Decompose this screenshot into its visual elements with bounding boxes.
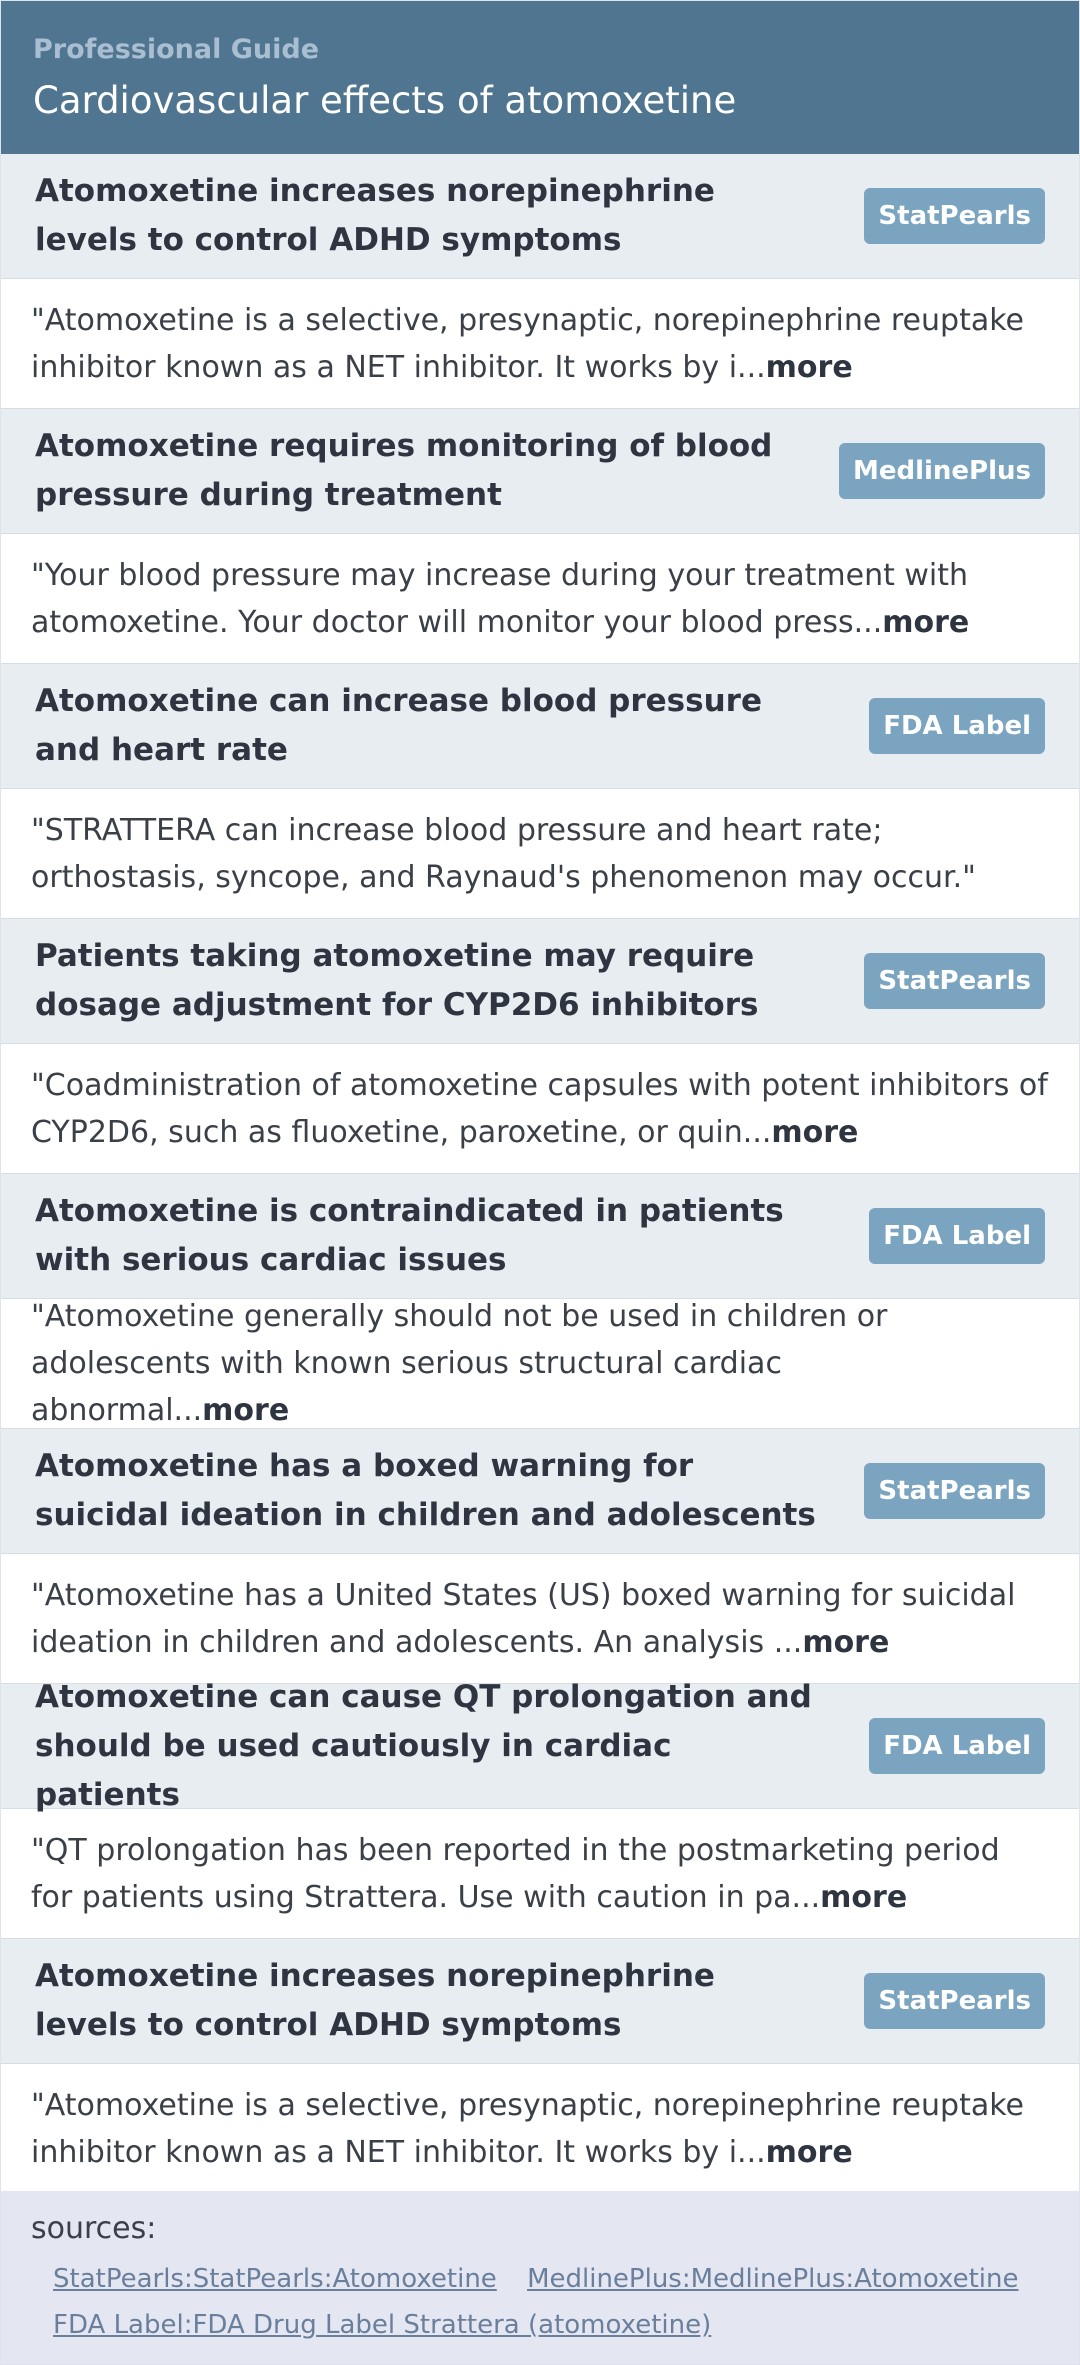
quote-row [1, 2064, 1079, 2194]
more-link[interactable]: more [882, 604, 970, 640]
source-link[interactable]: StatPearls:StatPearls:Atomoxetine [53, 2264, 497, 2294]
claim-row [1, 409, 1079, 534]
quote-excerpt: "Atomoxetine generally should not be used in children or adolescents with known serious structural cardiac abnormal... [31, 1299, 888, 1428]
source-badge[interactable]: StatPearls [864, 1973, 1045, 2029]
claim-text: Atomoxetine increases norepinephrine levels to control ADHD symptoms [35, 173, 715, 258]
source-badge[interactable]: StatPearls [864, 953, 1045, 1009]
quote-text [31, 1293, 1049, 1434]
source-link[interactable]: FDA Label:FDA Drug Label Strattera (atomoxetine) [53, 2310, 712, 2340]
more-link[interactable]: more [765, 2134, 853, 2170]
quote-text [31, 2082, 1049, 2176]
quote-row [1, 1299, 1079, 1429]
claim-text: Patients taking atomoxetine may require dosage adjustment for CYP2D6 inhibitors [35, 938, 759, 1023]
claim-row [1, 1429, 1079, 1554]
quote-text [31, 552, 1049, 646]
source-badge[interactable]: MedlinePlus [839, 443, 1045, 499]
source-link[interactable]: MedlinePlus:MedlinePlus:Atomoxetine [527, 2264, 1019, 2294]
sources-footer [1, 2191, 1079, 2364]
more-link[interactable]: more [820, 1879, 908, 1915]
more-link[interactable]: more [771, 1114, 859, 1150]
quote-text [31, 1062, 1049, 1156]
claim-row [1, 154, 1079, 279]
quote-text [31, 807, 1049, 901]
source-badge[interactable]: FDA Label [869, 1208, 1045, 1264]
quote-row [1, 279, 1079, 409]
quote-excerpt: "Your blood pressure may increase during your treatment with atomoxetine. Your doctor will monitor your blood press... [31, 557, 969, 640]
source-badge[interactable]: StatPearls [864, 1463, 1045, 1519]
claim-text: Atomoxetine can cause QT prolongation and should be used cautiously in cardiac patients [35, 1678, 812, 1813]
claim-row [1, 664, 1079, 789]
source-badge[interactable]: FDA Label [869, 1718, 1045, 1774]
guide-type-label: Professional Guide [33, 34, 320, 65]
guide-card [1, 1, 1079, 2364]
claim-row [1, 1174, 1079, 1299]
claim-row [1, 1939, 1079, 2064]
sources-links [31, 2256, 1049, 2348]
quote-text [31, 297, 1049, 391]
more-link[interactable]: more [765, 349, 853, 385]
quote-text [31, 1572, 1049, 1666]
quote-row [1, 534, 1079, 664]
source-badge[interactable]: FDA Label [869, 698, 1045, 754]
guide-header [1, 1, 1079, 154]
claim-text: Atomoxetine increases norepinephrine levels to control ADHD symptoms [35, 1958, 715, 2043]
quote-row [1, 1809, 1079, 1939]
claim-text: Atomoxetine requires monitoring of blood pressure during treatment [35, 428, 773, 513]
more-link[interactable]: more [802, 1624, 890, 1660]
more-link[interactable]: more [202, 1393, 290, 1428]
claim-row [1, 1678, 1079, 1813]
quote-text [31, 1827, 1049, 1921]
quote-excerpt: "Coadministration of atomoxetine capsules with potent inhibitors of CYP2D6, such as fluoxetine, paroxetine, or quin... [31, 1067, 1048, 1150]
claim-row [1, 919, 1079, 1044]
quote-excerpt: "STRATTERA can increase blood pressure and heart rate; orthostasis, syncope, and Raynaud's phenomenon may occur." [31, 812, 976, 895]
quote-row [1, 1044, 1079, 1174]
page-title: Cardiovascular effects of atomoxetine [33, 79, 737, 122]
claim-text: Atomoxetine is contraindicated in patients with serious cardiac issues [35, 1193, 784, 1278]
quote-row [1, 1554, 1079, 1684]
quote-excerpt: "Atomoxetine is a selective, presynaptic, norepinephrine reuptake inhibitor known as a NET inhibitor. It works by i... [31, 302, 1024, 385]
claim-text: Atomoxetine has a boxed warning for suicidal ideation in children and adolescents [35, 1448, 816, 1533]
sources-label: sources: [31, 2211, 157, 2246]
claim-text: Atomoxetine can increase blood pressure and heart rate [35, 683, 762, 768]
source-badge[interactable]: StatPearls [864, 188, 1045, 244]
quote-excerpt: "Atomoxetine is a selective, presynaptic, norepinephrine reuptake inhibitor known as a NET inhibitor. It works by i... [31, 2087, 1024, 2170]
quote-excerpt: "QT prolongation has been reported in the postmarketing period for patients using Strattera. Use with caution in pa... [31, 1832, 1000, 1915]
quote-row [1, 789, 1079, 919]
claims-list [1, 154, 1079, 2194]
quote-excerpt: "Atomoxetine has a United States (US) boxed warning for suicidal ideation in children and adolescents. An analysis ... [31, 1577, 1016, 1660]
